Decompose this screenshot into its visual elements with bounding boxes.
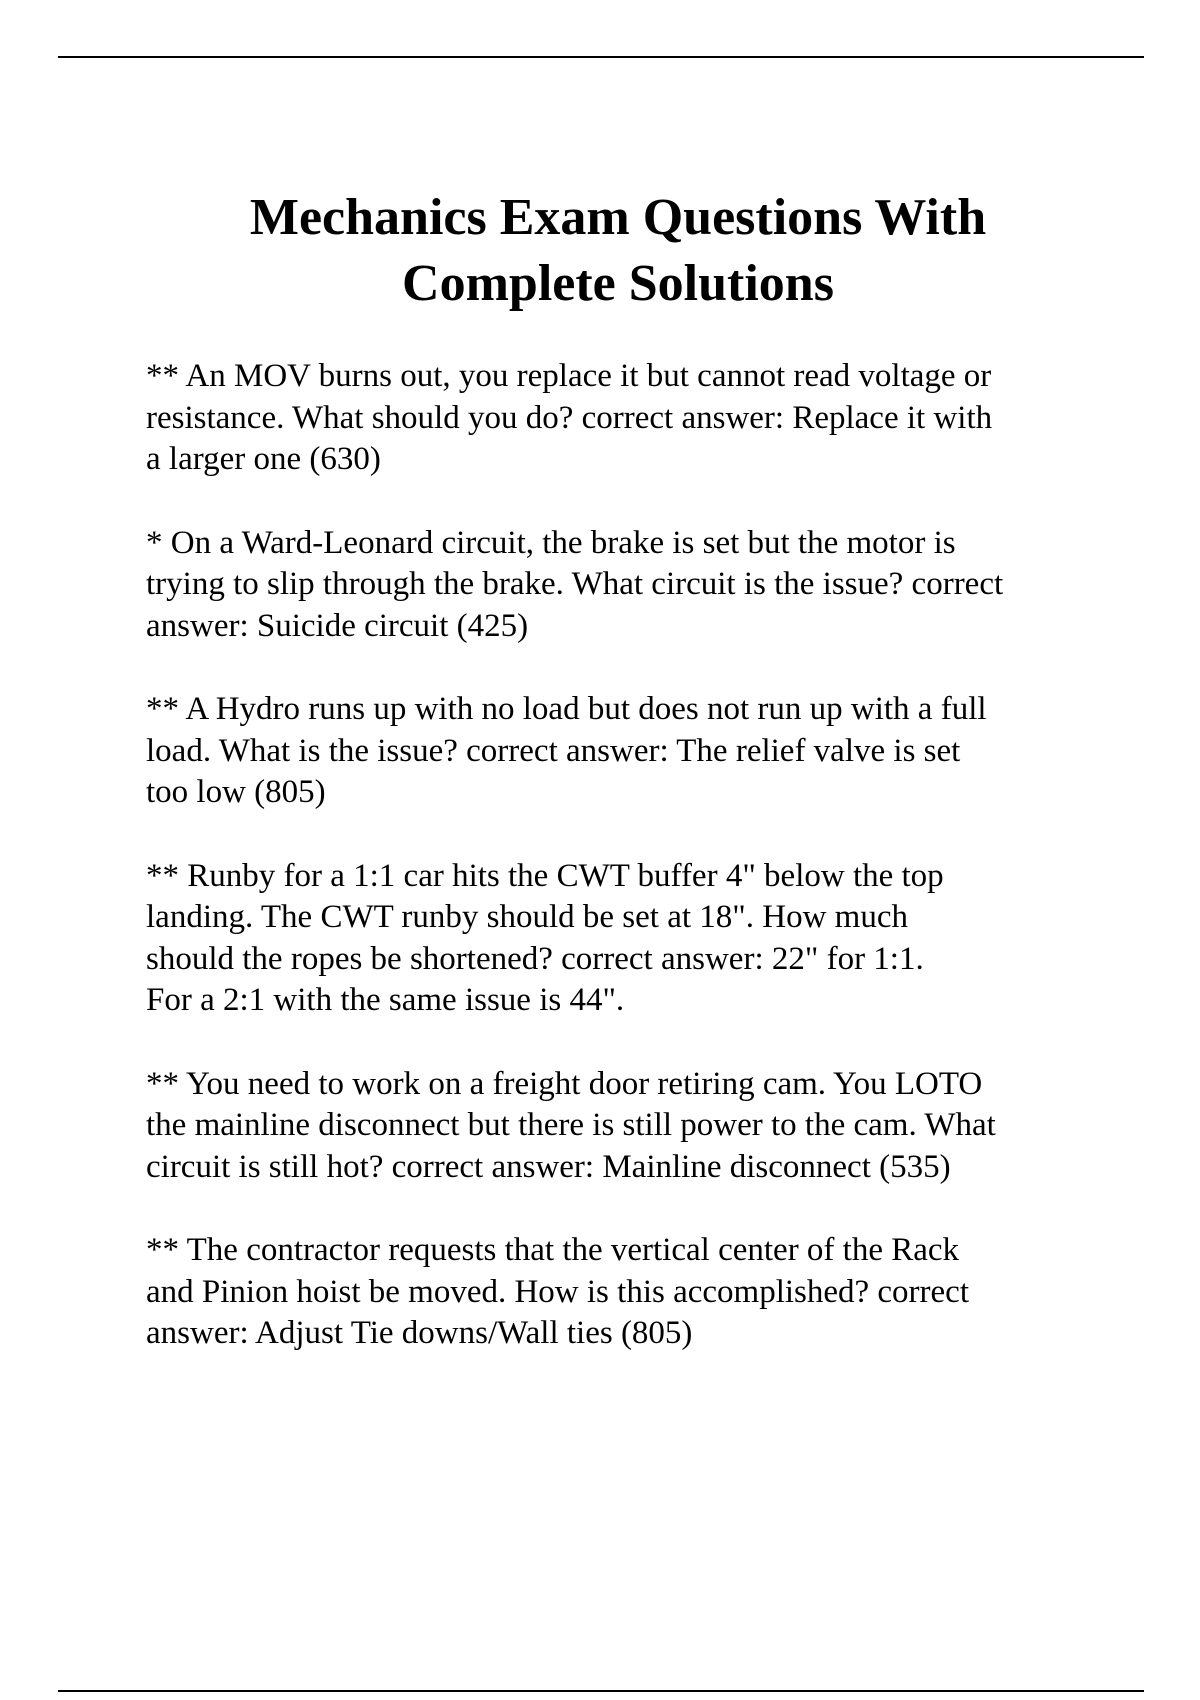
question-line: answer: Adjust Tie downs/Wall ties (805) xyxy=(146,1315,693,1351)
question-line: ** You need to work on a freight door retiring cam. You LOTO xyxy=(146,1065,983,1102)
question-item-4 xyxy=(146,856,1096,1022)
question-line: answer: Suicide circuit (425) xyxy=(146,607,529,644)
top-rule xyxy=(58,56,1144,58)
question-item-3 xyxy=(146,689,1096,814)
question-list xyxy=(146,356,1096,1397)
question-line: * On a Ward-Leonard circuit, the brake is set but the motor is xyxy=(146,524,956,561)
question-line: ** The contractor requests that the vertical center of the Rack xyxy=(146,1232,960,1268)
question-item-2 xyxy=(146,523,1096,648)
title-line: Complete Solutions xyxy=(402,255,834,312)
question-line: too low (805) xyxy=(146,774,326,810)
question-item-6 xyxy=(146,1230,1096,1355)
question-line: and Pinion hoist be moved. How is this accomplished? correct xyxy=(146,1273,970,1310)
title-line: Mechanics Exam Questions With xyxy=(249,189,987,246)
question-line: resistance. What should you do? correct answer: Replace it with xyxy=(146,399,993,436)
question-item-1 xyxy=(146,356,1096,481)
question-line: landing. The CWT runby should be set at 18". How much xyxy=(146,899,908,935)
page-title xyxy=(100,185,1136,317)
bottom-rule xyxy=(58,1690,1144,1692)
question-line: ** An MOV burns out, you replace it but cannot read voltage or xyxy=(146,358,992,394)
question-line: should the ropes be shortened? correct answer: 22" for 1:1. xyxy=(146,940,924,977)
question-line: a larger one (630) xyxy=(146,441,381,477)
question-line: ** A Hydro runs up with no load but does not run up with a full xyxy=(146,691,987,727)
question-line: the mainline disconnect but there is still power to the cam. What xyxy=(146,1107,996,1143)
question-line: load. What is the issue? correct answer: The relief valve is set xyxy=(146,732,961,769)
question-line: ** Runby for a 1:1 car hits the CWT buffer 4" below the top xyxy=(146,857,944,894)
question-line: circuit is still hot? correct answer: Mainline disconnect (535) xyxy=(146,1148,951,1185)
question-line: For a 2:1 with the same issue is 44". xyxy=(146,982,625,1018)
question-item-5 xyxy=(146,1064,1096,1189)
question-line: trying to slip through the brake. What circuit is the issue? correct xyxy=(146,566,1004,602)
